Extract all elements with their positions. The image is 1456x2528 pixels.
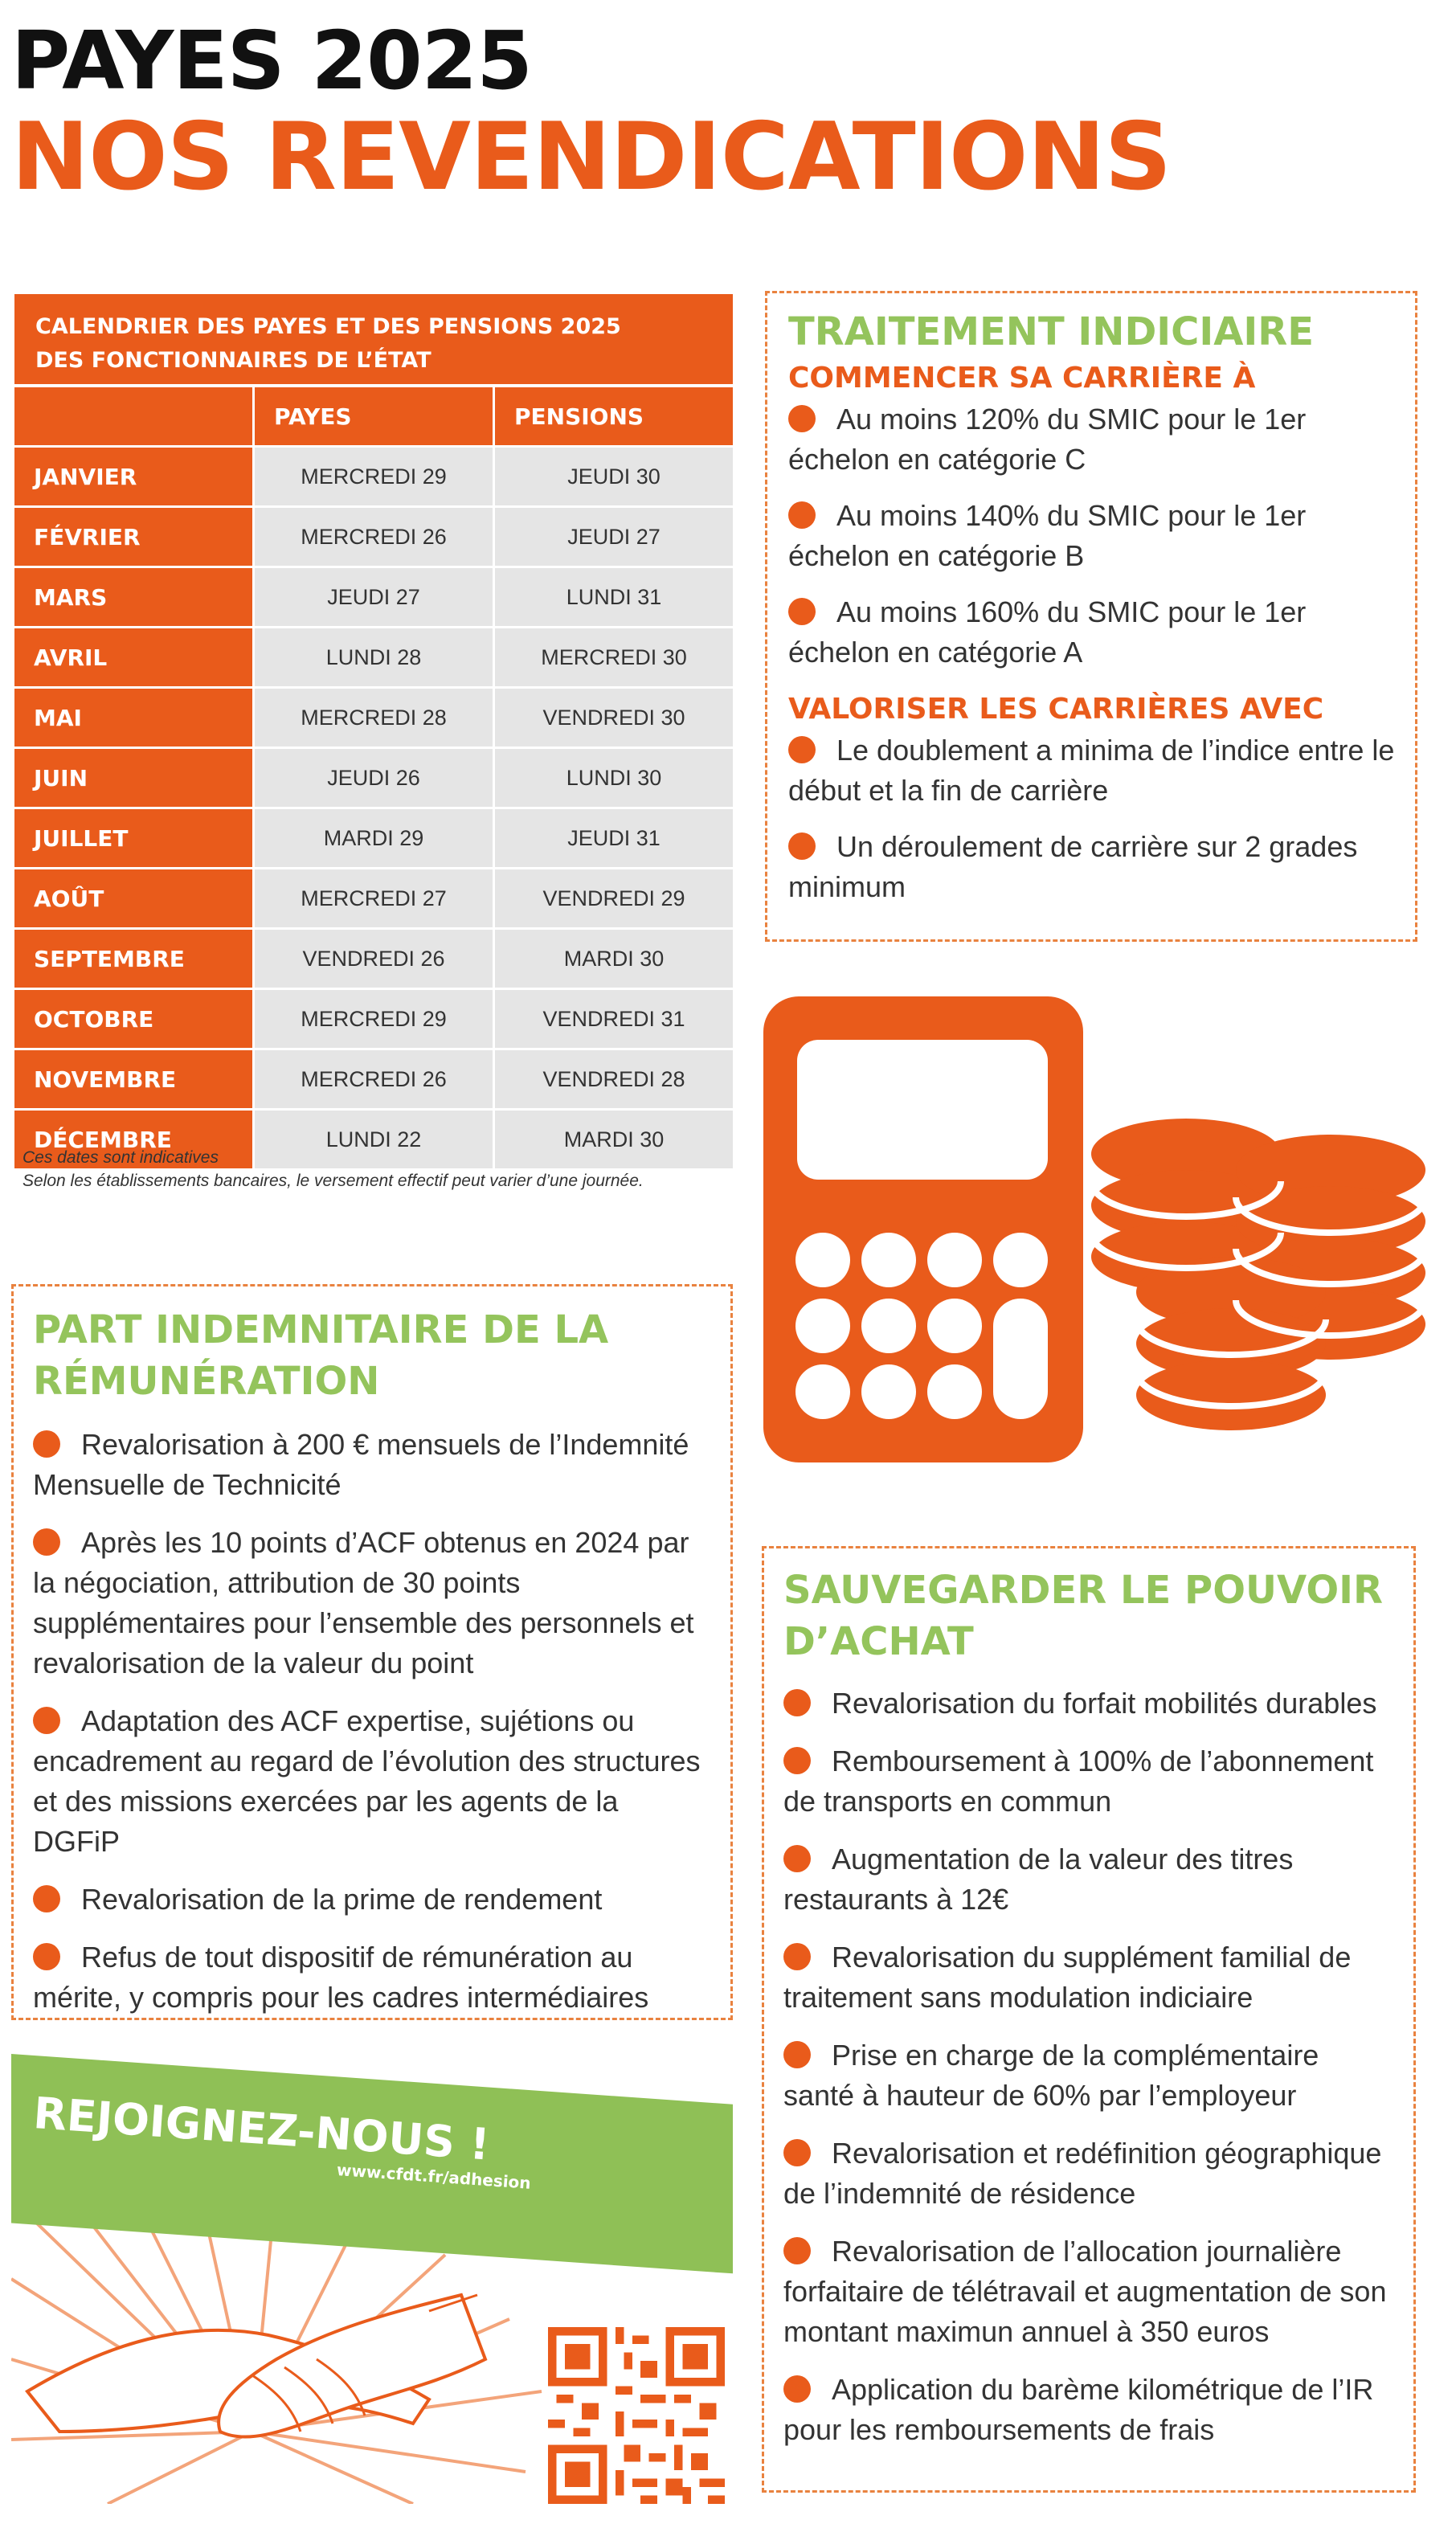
pay-calendar-table [14, 294, 733, 1168]
list-item-text: Revalorisation du forfait mobilités durables [832, 1687, 1377, 1720]
list-item-text: Revalorisation à 200 € mensuels de l’Indemnité Mensuelle de Technicité [33, 1428, 689, 1501]
traitement-indiciaire-box [765, 291, 1417, 942]
payes-cell: MERCREDI 29 [255, 990, 493, 1048]
table-row [14, 448, 733, 505]
list-item [33, 1523, 711, 1683]
list-item-text: Au moins 120% du SMIC pour le 1er échelon en catégorie C [788, 403, 1307, 476]
list-item-text: Un déroulement de carrière sur 2 grades minimum [788, 830, 1358, 903]
bullet-icon [788, 501, 816, 529]
section-subtitle: VALORISER LES CARRIÈRES AVEC [788, 693, 1324, 726]
pensions-cell: VENDREDI 31 [495, 990, 733, 1048]
table-row [14, 628, 733, 686]
month-cell: JUILLET [14, 809, 252, 867]
bullet-list [33, 1425, 711, 2018]
list-item-text: Application du barème kilométrique de l’IR pour les remboursements de frais [783, 2373, 1374, 2446]
list-item-text: Au moins 160% du SMIC pour le 1er échelon en catégorie A [788, 595, 1307, 669]
bullet-icon [783, 2139, 811, 2166]
bullet-icon [783, 1845, 811, 1872]
payes-cell: JEUDI 27 [255, 568, 493, 626]
payes-cell: VENDREDI 26 [255, 930, 493, 988]
calendar-note: Ces dates sont indicatives Selon les établissements bancaires, le versement effectif peut varier d’une journée. [22, 1148, 644, 1190]
section-title: TRAITEMENT INDICIAIRE [788, 309, 1314, 354]
payes-cell: MERCREDI 26 [255, 1050, 493, 1108]
list-item [788, 399, 1396, 480]
month-cell: OCTOBRE [14, 990, 252, 1048]
list-item-text: Augmentation de la valeur des titres restaurants à 12€ [783, 1843, 1294, 1916]
pensions-cell: LUNDI 30 [495, 749, 733, 807]
bullet-icon [33, 1707, 60, 1734]
month-cell: NOVEMBRE [14, 1050, 252, 1108]
table-row [14, 508, 733, 566]
list-item-text: Prise en charge de la complémentaire santé à hauteur de 60% par l’employeur [783, 2039, 1319, 2112]
list-item [783, 2133, 1397, 2214]
pensions-cell: LUNDI 31 [495, 568, 733, 626]
list-item [33, 1880, 711, 1920]
qr-code[interactable] [548, 2327, 725, 2504]
pensions-cell: VENDREDI 28 [495, 1050, 733, 1108]
payes-cell: JEUDI 26 [255, 749, 493, 807]
pensions-cell: MARDI 30 [495, 1111, 733, 1168]
payes-cell: LUNDI 28 [255, 628, 493, 686]
list-item-text: Après les 10 points d’ACF obtenus en 2024 par la négociation, attribution de 30 points supplémentaires pour l’ensemble des personnels et revalorisation de la valeur du point [33, 1526, 694, 1679]
list-item [783, 1683, 1397, 1724]
list-item [783, 1937, 1397, 2018]
pensions-cell: JEUDI 30 [495, 448, 733, 505]
table-row [14, 749, 733, 807]
pensions-cell: VENDREDI 29 [495, 869, 733, 927]
month-cell: AVRIL [14, 628, 252, 686]
pouvoir-achat-box [762, 1546, 1416, 2493]
column-header-pensions: PENSIONS [495, 387, 733, 445]
month-cell: SEPTEMBRE [14, 930, 252, 988]
bullet-list [788, 730, 1396, 907]
list-item-text: Revalorisation du supplément familial de traitement sans modulation indiciaire [783, 1941, 1352, 2014]
bullet-icon [783, 2375, 811, 2403]
month-cell: MARS [14, 568, 252, 626]
payes-cell: MERCREDI 28 [255, 689, 493, 747]
list-item-text: Revalorisation de l’allocation journalière forfaitaire de télétravail et augmentation de son montant maximun annuel à 350 euros [783, 2235, 1387, 2348]
month-cell: JANVIER [14, 448, 252, 505]
month-cell: AOÛT [14, 869, 252, 927]
bullet-icon [783, 2041, 811, 2068]
table-row [14, 990, 733, 1048]
calculator-icon [762, 995, 1425, 1477]
pensions-cell: JEUDI 27 [495, 508, 733, 566]
list-item-text: Revalorisation de la prime de rendement [81, 1883, 603, 1916]
bullet-icon [33, 1885, 60, 1912]
payes-cell: LUNDI 22 [255, 1111, 493, 1168]
table-row [14, 930, 733, 988]
payes-cell: MERCREDI 26 [255, 508, 493, 566]
bullet-icon [788, 736, 816, 763]
list-item-text: Au moins 140% du SMIC pour le 1er échelon en catégorie B [788, 499, 1307, 572]
table-row [14, 869, 733, 927]
list-item [783, 1741, 1397, 1822]
list-item [33, 1937, 711, 2018]
list-item-text: Revalorisation et redéfinition géographique de l’indemnité de résidence [783, 2137, 1382, 2210]
join-cta: REJOIGNEZ-NOUS ! [31, 2088, 492, 2170]
list-item [788, 592, 1396, 673]
calendar-title: CALENDRIER DES PAYES ET DES PENSIONS 2025 DES FONCTIONNAIRES DE L’ÉTAT [14, 294, 733, 384]
page-title: PAYES 2025 [11, 14, 532, 108]
pensions-cell: VENDREDI 30 [495, 689, 733, 747]
list-item [783, 2035, 1397, 2116]
table-row [14, 1050, 733, 1108]
calendar-body [14, 448, 733, 1168]
bullet-icon [783, 1747, 811, 1774]
list-item [788, 827, 1396, 907]
list-item-text: Le doublement a minima de l’indice entre le début et la fin de carrière [788, 734, 1395, 807]
list-item-text: Remboursement à 100% de l’abonnement de transports en commun [783, 1745, 1374, 1818]
bullet-icon [783, 2237, 811, 2264]
list-item [33, 1701, 711, 1862]
table-row [14, 809, 733, 867]
payes-cell: MARDI 29 [255, 809, 493, 867]
month-cell: DÉCEMBRE [14, 1111, 252, 1168]
list-item [783, 2370, 1397, 2450]
bullet-list [788, 399, 1396, 673]
payes-cell: MERCREDI 27 [255, 869, 493, 927]
bullet-icon [783, 1943, 811, 1970]
pensions-cell: MARDI 30 [495, 930, 733, 988]
month-cell: MAI [14, 689, 252, 747]
join-banner [11, 2054, 733, 2504]
list-item [788, 496, 1396, 576]
list-item-text: Adaptation des ACF expertise, sujétions ou encadrement au regard de l’évolution des structures et des missions exercées par les agents de la DGFiP [33, 1704, 701, 1858]
month-cell: FÉVRIER [14, 508, 252, 566]
table-row [14, 568, 733, 626]
pensions-cell: MERCREDI 30 [495, 628, 733, 686]
list-item [783, 2231, 1397, 2352]
page-subtitle: NOS REVENDICATIONS [11, 103, 1172, 211]
section-title: SAUVEGARDER LE POUVOIR D’ACHAT [783, 1568, 1383, 1664]
column-header-payes: PAYES [255, 387, 493, 445]
part-indemnitaire-box [11, 1284, 733, 2020]
bullet-icon [788, 832, 816, 860]
list-item-text: Refus de tout dispositif de rémunération au mérite, y compris pour les cadres intermédiaires [33, 1941, 649, 2014]
calendar-column-headers [14, 387, 733, 445]
join-url[interactable]: www.cfdt.fr/adhesion [336, 2160, 532, 2193]
list-item [33, 1425, 711, 1505]
bullet-icon [783, 1689, 811, 1716]
list-item [788, 730, 1396, 811]
month-cell: JUIN [14, 749, 252, 807]
table-row [14, 689, 733, 747]
pensions-cell: JEUDI 31 [495, 809, 733, 867]
bullet-icon [788, 405, 816, 432]
bullet-list [783, 1683, 1397, 2450]
bullet-icon [33, 1430, 60, 1458]
list-item [783, 1839, 1397, 1920]
section-subtitle: COMMENCER SA CARRIÈRE À [788, 362, 1256, 395]
payes-cell: MERCREDI 29 [255, 448, 493, 505]
bullet-icon [788, 598, 816, 625]
section-title: PART INDEMNITAIRE DE LA RÉMUNÉRATION [33, 1307, 609, 1404]
bullet-icon [33, 1943, 60, 1970]
bullet-icon [33, 1528, 60, 1556]
